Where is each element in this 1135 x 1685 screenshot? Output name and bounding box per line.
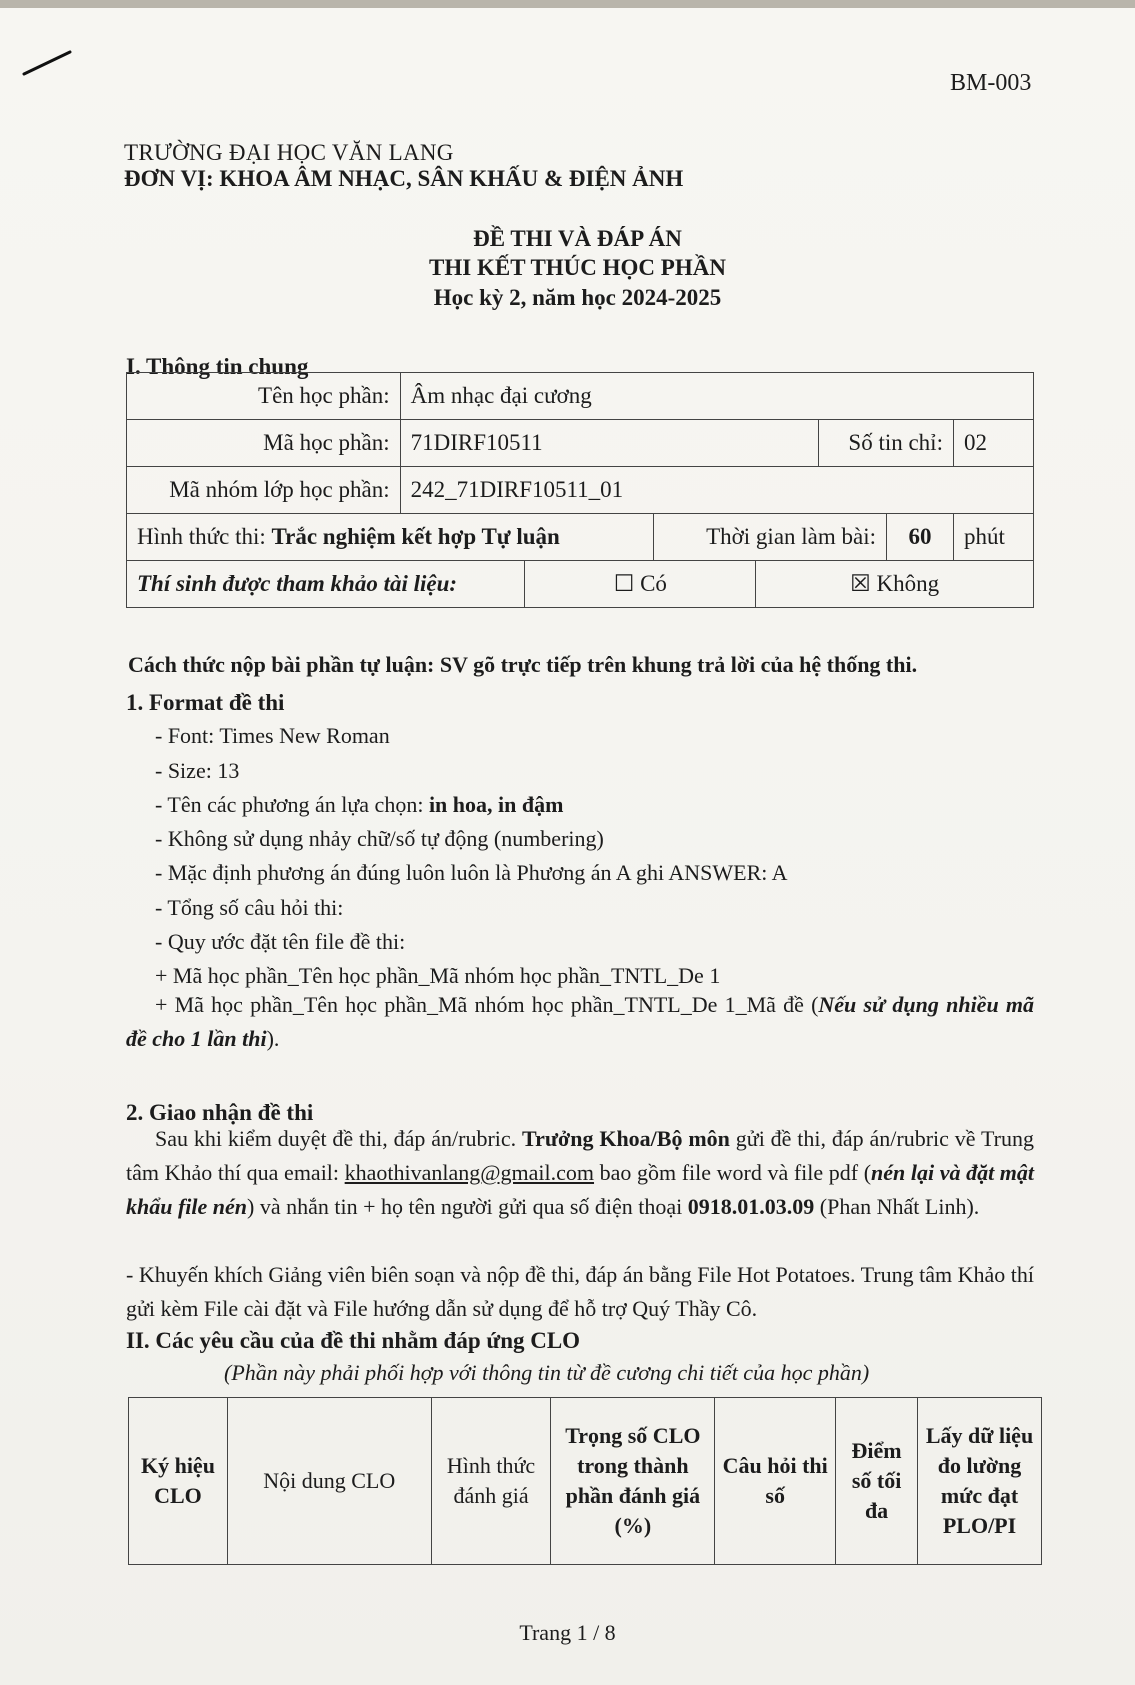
delivery-text-d: ) và nhắn tin + họ tên người gửi qua số điện thoại	[247, 1194, 688, 1219]
delivery-text-b: gửi đề thi, đáp án/rubric về Trung tâm Khảo thí qua email:	[126, 1126, 1035, 1185]
format-options-bold: in hoa, in đậm	[428, 792, 564, 817]
exam-form-label: Hình thức thi:	[137, 524, 266, 549]
delivery-phone: 0918.01.03.09	[687, 1194, 815, 1219]
general-info-table	[126, 372, 1034, 608]
course-name-label: Tên học phần:	[127, 373, 401, 420]
clo-col-plo: Lấy dữ liệu đo lường mức đạt PLO/PI	[918, 1398, 1042, 1565]
format-default-answer: - Mặc định phương án đúng luôn luôn là Phương án A ghi ANSWER: A	[155, 860, 788, 885]
section-clo-note: (Phần này phải phối hợp với thông tin từ đề cương chi tiết của học phần)	[224, 1360, 870, 1385]
exam-form-cell	[127, 514, 654, 561]
delivery-paragraph	[126, 1122, 1034, 1224]
clo-col-code: Ký hiệu CLO	[129, 1398, 228, 1565]
duration-unit: phút	[953, 514, 1033, 561]
university-name: TRƯỜNG ĐẠI HỌC VĂN LANG	[124, 140, 454, 165]
naming-2-suffix: ).	[266, 1026, 280, 1051]
course-code-value: 71DIRF10511	[400, 420, 818, 467]
delivery-hot-potatoes: - Khuyến khích Giảng viên biên soạn và nộp đề thi, đáp án bằng File Hot Potatoes. Trung tâm Khảo thí gửi kèm File cài đặt và File hướng dẫn sử dụng để hỗ trợ Quý Thầy Cô.	[126, 1262, 1034, 1321]
unit-name: ĐƠN VỊ: KHOA ÂM NHẠC, SÂN KHẤU & ĐIỆN ẢNH	[124, 166, 684, 191]
materials-option-no: ☒ Không	[756, 561, 1034, 608]
pen-mark	[22, 48, 72, 78]
format-naming-2	[126, 988, 1034, 1056]
duration-value: 60	[887, 514, 954, 561]
class-code-label: Mã nhóm lớp học phần:	[127, 467, 401, 514]
clo-col-assessment: Hình thức đánh giá	[431, 1398, 551, 1565]
delivery-text-c: bao gồm file word và file pdf (	[594, 1160, 872, 1185]
doc-subtitle: THI KẾT THÚC HỌC PHẦN	[429, 255, 726, 280]
clo-col-question: Câu hỏi thi số	[715, 1398, 836, 1565]
page-number: Trang 1 / 8	[519, 1620, 616, 1645]
clo-col-weight: Trọng số CLO trong thành phần đánh giá (%)	[551, 1398, 715, 1565]
materials-option-yes: ☐ Có	[525, 561, 756, 608]
naming-2-italic: Nếu sử dụng nhiều mã đề cho 1 lần thi	[126, 992, 1034, 1051]
clo-table	[128, 1397, 1042, 1565]
course-name-value: Âm nhạc đại cương	[400, 373, 1033, 420]
doc-title: ĐỀ THI VÀ ĐÁP ÁN	[473, 226, 682, 251]
clo-col-max-score: Điểm số tối đa	[836, 1398, 918, 1565]
clo-col-content: Nội dung CLO	[227, 1398, 431, 1565]
class-code-value: 242_71DIRF10511_01	[400, 467, 1033, 514]
duration-label: Thời gian làm bài:	[654, 514, 887, 561]
form-code: BM-003	[950, 70, 1032, 96]
delivery-email-link[interactable]: khaothivanlang@gmail.com	[344, 1160, 595, 1185]
course-code-label: Mã học phần:	[127, 420, 401, 467]
delivery-compress-note: nén lại và đặt mật khẩu file nén	[126, 1160, 1035, 1219]
format-total-questions: - Tổng số câu hỏi thi:	[155, 895, 344, 920]
delivery-heading: 2. Giao nhận đề thi	[126, 1100, 314, 1125]
clo-header-row	[129, 1398, 1042, 1565]
delivery-text-e: (Phan Nhất Linh).	[814, 1194, 980, 1219]
credits-label: Số tin chỉ:	[819, 420, 954, 467]
naming-2-prefix: + Mã học phần_Tên học phần_Mã nhóm học phần_TNTL_De 1_Mã đề (	[155, 992, 819, 1017]
format-file-naming: - Quy ước đặt tên file đề thi:	[155, 929, 406, 954]
format-options-prefix: - Tên các phương án lựa chọn:	[155, 792, 429, 817]
format-size: - Size: 13	[155, 758, 240, 783]
format-naming-1: + Mã học phần_Tên học phần_Mã nhóm học phần_TNTL_De 1	[155, 963, 721, 988]
doc-semester: Học kỳ 2, năm học 2024-2025	[433, 285, 722, 310]
format-font: - Font: Times New Roman	[155, 723, 390, 748]
delivery-text-a: Sau khi kiểm duyệt đề thi, đáp án/rubric.	[155, 1126, 523, 1151]
materials-label: Thí sinh được tham khảo tài liệu:	[127, 561, 525, 608]
section-clo-heading: II. Các yêu cầu của đề thi nhằm đáp ứng CLO	[126, 1328, 581, 1353]
delivery-dean: Trưởng Khoa/Bộ môn	[522, 1126, 730, 1151]
scan-edge	[0, 0, 1135, 8]
exam-form-value: Trắc nghiệm kết hợp Tự luận	[271, 524, 560, 549]
format-numbering: - Không sử dụng nhảy chữ/số tự động (numbering)	[155, 826, 604, 851]
format-heading: 1. Format đề thi	[126, 690, 285, 715]
section-general-heading: I. Thông tin chung	[126, 354, 309, 379]
credits-value: 02	[953, 420, 1033, 467]
format-options	[155, 792, 563, 818]
submission-note: Cách thức nộp bài phần tự luận: SV gõ trực tiếp trên khung trả lời của hệ thống thi.	[128, 652, 918, 677]
